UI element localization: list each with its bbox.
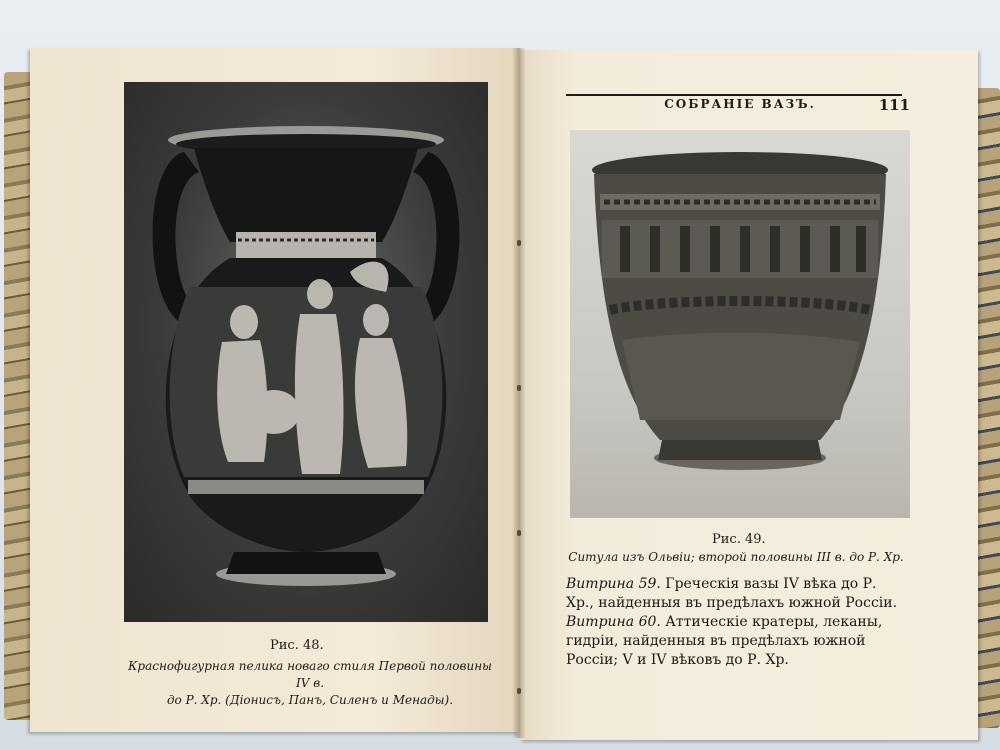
- figure-48-caption: [120, 658, 500, 709]
- paragraph-lead: Витрина 59.: [566, 576, 661, 592]
- running-head-rule: [566, 94, 902, 96]
- situla-vessel-illustration: [570, 130, 910, 518]
- paragraph-text: Греческія вазы IV вѣка до Р. Хр., найденныя въ предѣлахъ южной Россіи.: [566, 576, 898, 611]
- page-number: 111: [878, 96, 910, 114]
- paragraph-text: Аттическіе кратеры, леканы, гидріи, найденныя въ предѣлахъ южной Россіи; V и IV вѣковъ до Р. Хр.: [566, 614, 883, 668]
- pelike-vase-illustration: [124, 82, 488, 622]
- situla-photograph: [570, 130, 910, 518]
- pelike-photograph: [124, 82, 488, 622]
- binding-stitch: [517, 385, 521, 391]
- figure-49-caption: Ситула изъ Ольвіи; второй половины III в. до Р. Хр.: [568, 550, 904, 564]
- paragraph-lead: Витрина 60.: [566, 614, 661, 630]
- figure-48-number: Рис. 48.: [270, 638, 324, 653]
- figure-48-caption-line1: Краснофигурная пелика новаго стиля Первой половины IV в.: [128, 659, 492, 690]
- book-gutter: [512, 48, 526, 738]
- binding-stitch: [517, 688, 521, 694]
- running-head: СОБРАНІЕ ВАЗЪ.: [664, 97, 816, 111]
- binding-stitch: [517, 240, 521, 246]
- body-text: [566, 575, 906, 670]
- paragraph-showcase-60: [566, 613, 906, 670]
- paragraph-showcase-59: [566, 575, 906, 613]
- book-cover-right-edge: [975, 88, 1000, 728]
- binding-stitch: [517, 530, 521, 536]
- figure-49-number: Рис. 49.: [712, 532, 766, 547]
- figure-48-caption-line2: до Р. Хр. (Діонисъ, Панъ, Силенъ и Менады).: [166, 693, 454, 707]
